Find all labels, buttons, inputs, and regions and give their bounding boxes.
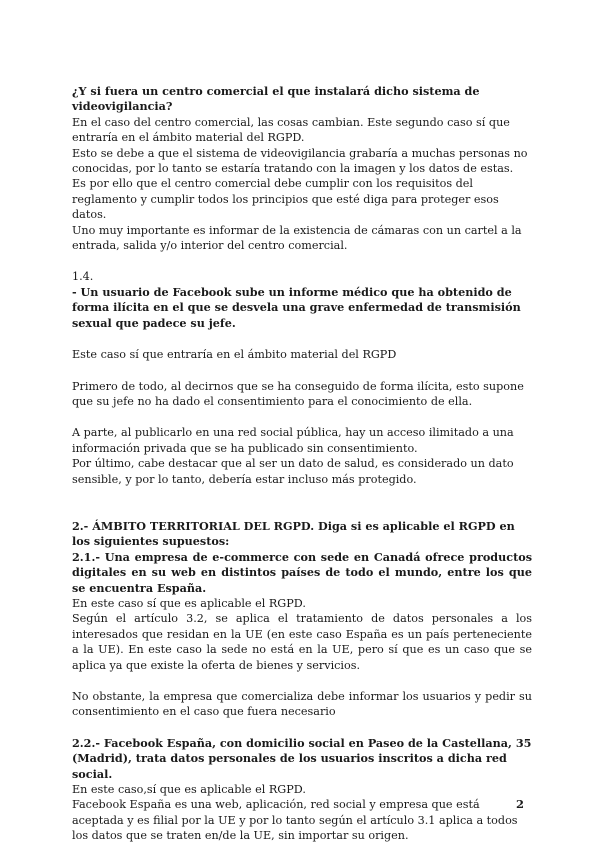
- paragraph: Es por ello que el centro comercial debe cumplir con los requisitos del reglamento y cumplir todos los principios que esté diga para proteger esos datos.: [72, 177, 499, 222]
- document-page: [72, 84, 532, 844]
- section-number: 1.4.: [72, 270, 94, 284]
- section-heading: - Un usuario de Facebook sube un informe médico que ha obtenido de forma ilícita en el que se desvela una grave enfermedad de transmisión sexual que padece su jefe.: [72, 284, 521, 330]
- subsection-heading: 2.1.- Una empresa de e-commerce con sede en Canadá ofrece productos digitales en su web en distintos países de todo el mundo, entre los que se encuentra España.: [72, 549, 532, 595]
- paragraph: A parte, al publicarlo en una red social pública, hay un acceso ilimitado a una información privada que se ha publicado sin consentimiento.: [72, 426, 514, 455]
- paragraph: Primero de todo, al decirnos que se ha conseguido de forma ilícita, esto supone que su jefe no ha dado el consentimiento para el conocimiento de ella.: [72, 379, 524, 408]
- paragraph: Según el artículo 3.2, se aplica el tratamiento de datos personales a los interesados que residan en la UE (en este caso España es un país perteneciente a la UE). En este caso la sede no está en la UE, pero sí que es un caso que se aplica ya que existe la oferta de bienes y servicios.: [72, 612, 532, 672]
- paragraph: Esto se debe a que el sistema de videovigilancia grabaría a muchas personas no conocidas, por lo tanto se estaría tratando con la imagen y los datos de estas.: [72, 146, 528, 176]
- paragraph: No obstante, la empresa que comercializa debe informar los usuarios y pedir su consentimiento en el caso que fuera necesario: [72, 690, 532, 719]
- paragraph: Este caso sí que entraría en el ámbito material del RGPD: [72, 348, 397, 362]
- paragraph: Por último, cabe destacar que al ser un dato de salud, es considerado un dato sensible, y por lo tanto, debería estar incluso más protegido.: [72, 457, 514, 486]
- paragraph: En este caso,sí que es aplicable el RGPD.: [72, 783, 306, 797]
- paragraph: En este caso sí que es aplicable el RGPD.: [72, 596, 306, 610]
- section-heading: 2.- ÁMBITO TERRITORIAL DEL RGPD. Diga si es aplicable el RGPD en los siguientes supuestos:: [72, 518, 515, 549]
- paragraph: Uno muy importante es informar de la existencia de cámaras con un cartel a la entrada, salida y/o interior del centro comercial.: [72, 223, 522, 253]
- paragraph: Facebook España es una web, aplicación, red social y empresa que está aceptada y es filial por la UE y por lo tanto según el artículo 3.1 aplica a todos los datos que se traten en/de la UE, sin importar su origen.: [72, 798, 518, 843]
- question-heading: ¿Y si fuera un centro comercial el que instalará dicho sistema de videovigilancia?: [72, 84, 480, 114]
- subsection-heading: 2.2.- Facebook España, con domicilio social en Paseo de la Castellana, 35 (Madrid), trata datos personales de los usuarios inscritos a dicha red social.: [72, 735, 532, 781]
- page-number: 2: [516, 797, 525, 811]
- paragraph: En el caso del centro comercial, las cosas cambian. Este segundo caso sí que entraría en el ámbito material del RGPD.: [72, 115, 510, 145]
